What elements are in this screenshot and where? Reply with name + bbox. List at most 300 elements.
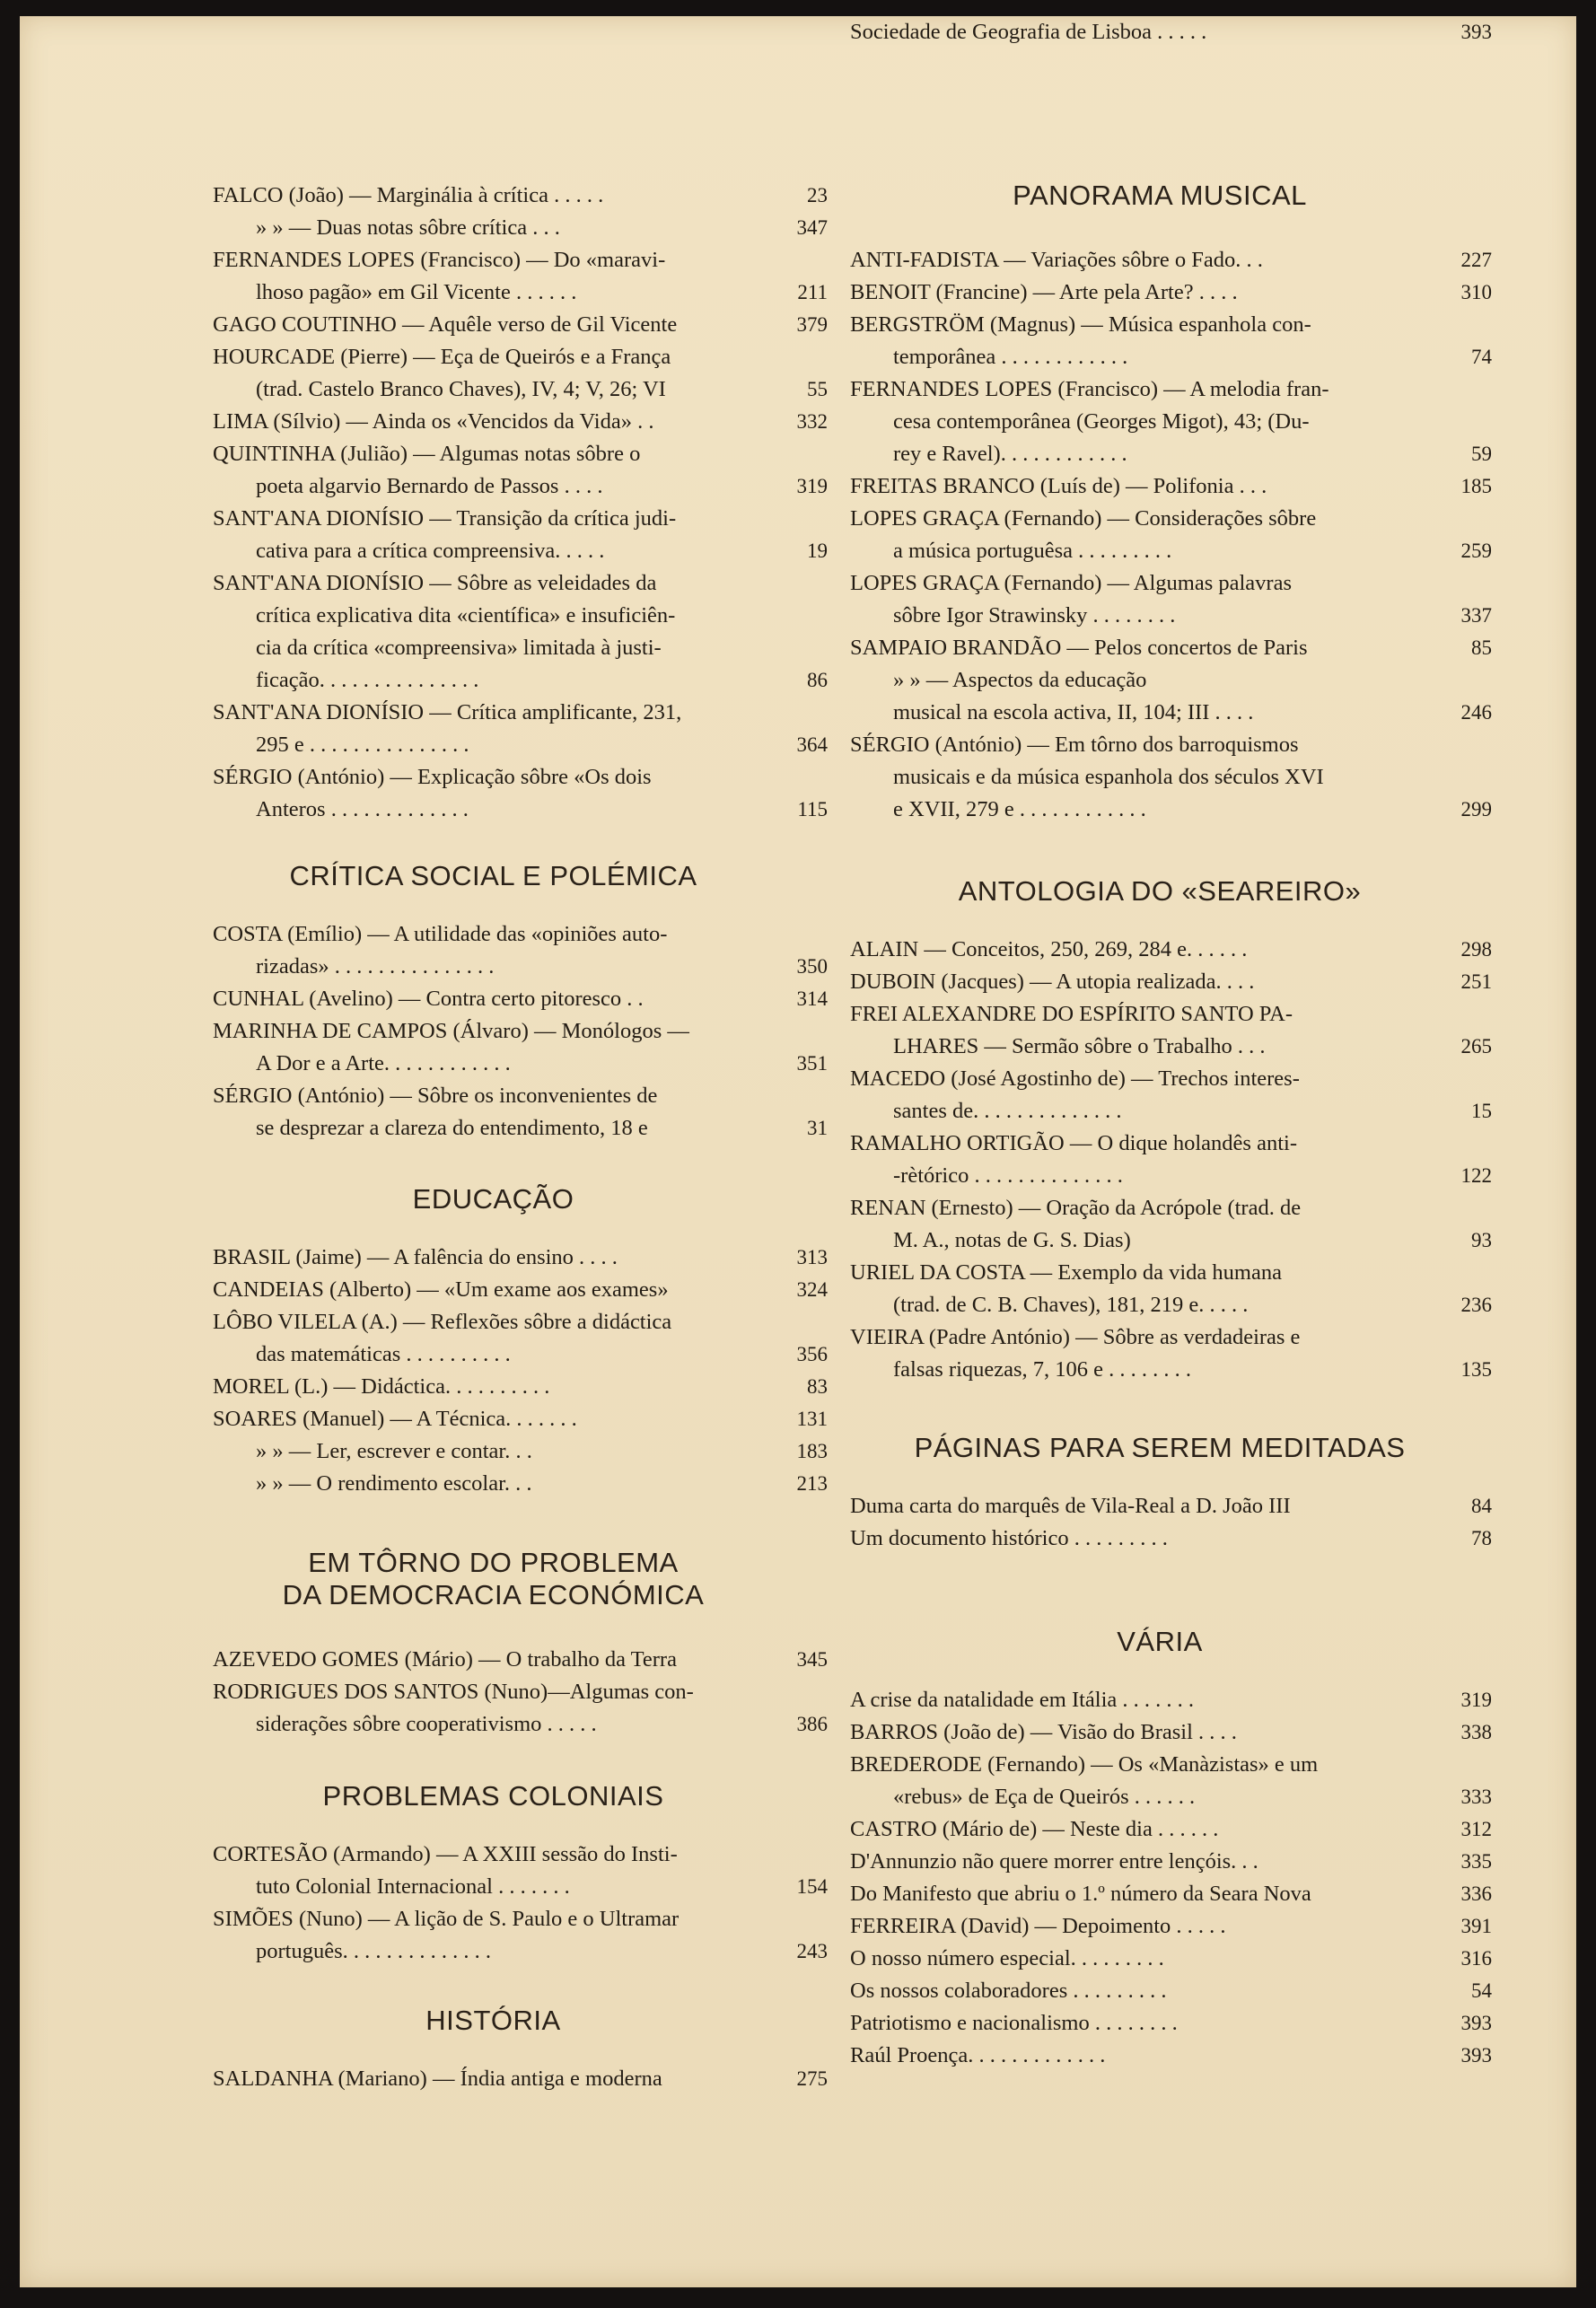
entry-line xyxy=(213,1371,828,1403)
page-number: 31 xyxy=(807,1117,828,1139)
page-number: 335 xyxy=(1460,1850,1492,1873)
entry-text: português. . . . . . . . . . . . . . xyxy=(256,1939,491,1963)
index-entry xyxy=(850,1943,1492,1975)
index-entry xyxy=(213,1435,828,1468)
entry-line xyxy=(850,406,1469,438)
index-entry xyxy=(213,309,828,341)
entry-text: A crise da natalidade em Itália . . . . . . . xyxy=(850,1688,1195,1712)
entry-text: A Dor e a Arte. . . . . . . . . . . . xyxy=(256,1051,511,1075)
page-number: 338 xyxy=(1460,1721,1492,1743)
entry-text: RAMALHO ORTIGÃO — O dique holandês anti- xyxy=(850,1131,1297,1155)
page-number: 211 xyxy=(797,281,828,303)
section-heading xyxy=(213,1780,774,1812)
entry-line xyxy=(213,2063,828,2095)
entry-text: ANTI-FADISTA — Variações sôbre o Fado. . . xyxy=(850,248,1263,272)
entry-line xyxy=(213,1903,774,1935)
entry-text: CASTRO (Mário de) — Neste dia . . . . . . xyxy=(850,1817,1219,1841)
page-number: 236 xyxy=(1460,1294,1492,1316)
index-entry xyxy=(850,632,1492,729)
page-number: 316 xyxy=(1460,1947,1492,1970)
entry-text: DUBOIN (Jacques) — A utopia realizada. . . . xyxy=(850,970,1255,994)
page-number: 185 xyxy=(1460,475,1492,497)
page-number: 74 xyxy=(1471,346,1492,368)
entry-line xyxy=(850,567,1469,600)
page-number: 319 xyxy=(796,475,828,497)
page-number: 54 xyxy=(1471,1979,1492,2002)
entry-line xyxy=(850,664,1469,697)
entry-text: O nosso número especial. . . . . . . . . xyxy=(850,1946,1164,1970)
index-entry xyxy=(213,406,828,438)
index-entry xyxy=(850,567,1492,632)
entry-line xyxy=(213,761,774,794)
entry-text: rey e Ravel). . . . . . . . . . . . xyxy=(893,442,1127,466)
entry-line xyxy=(213,1676,774,1708)
entry-line xyxy=(850,1192,1469,1224)
page-number: 337 xyxy=(1460,604,1492,627)
entry-line xyxy=(850,1523,1492,1555)
index-entry xyxy=(850,934,1492,966)
page-number: 251 xyxy=(1460,970,1492,993)
page-number: 23 xyxy=(807,184,828,206)
page-number: 115 xyxy=(797,798,828,821)
entry-line xyxy=(850,276,1492,309)
index-entry xyxy=(213,983,828,1015)
page-number: 86 xyxy=(807,669,828,691)
entry-line xyxy=(850,998,1469,1031)
page-number: 154 xyxy=(796,1875,828,1898)
entry-line xyxy=(850,1684,1492,1716)
entry-text: musicais e da música espanhola dos séculos XVI xyxy=(893,765,1324,789)
entry-line xyxy=(850,2040,1492,2072)
entry-line xyxy=(213,244,774,276)
entry-text: falsas riquezas, 7, 106 e . . . . . . . . xyxy=(893,1357,1192,1382)
entry-text: -rètórico . . . . . . . . . . . . . . xyxy=(893,1163,1123,1188)
entry-line xyxy=(850,1160,1492,1192)
page-number: 122 xyxy=(1460,1164,1492,1187)
entry-line xyxy=(213,503,774,535)
section-heading-text: CRÍTICA SOCIAL E POLÉMICA xyxy=(289,860,697,891)
entry-line xyxy=(850,761,1469,794)
index-entry xyxy=(213,1903,828,1968)
entry-text: Sociedade de Geografia de Lisboa . . . . . xyxy=(850,20,1207,44)
section-heading-text: VÁRIA xyxy=(1117,1626,1203,1657)
page-number: 336 xyxy=(1460,1882,1492,1905)
page-number: 93 xyxy=(1471,1229,1492,1251)
page-number: 312 xyxy=(1460,1818,1492,1840)
page-number: 324 xyxy=(796,1278,828,1301)
entry-text: M. A., notas de G. S. Dias) xyxy=(893,1228,1131,1252)
entry-text: MARINHA DE CAMPOS (Álvaro) — Monólogos — xyxy=(213,1019,689,1043)
entry-text: SALDANHA (Mariano) — Índia antiga e moderna xyxy=(213,2067,662,2091)
entry-text: «rebus» de Eça de Queirós . . . . . . xyxy=(893,1785,1196,1809)
entry-line xyxy=(850,1031,1492,1063)
index-entry xyxy=(850,1490,1492,1523)
index-entry xyxy=(850,373,1492,470)
entry-text: CANDEIAS (Alberto) — «Um exame aos exames» xyxy=(213,1277,669,1302)
entry-line xyxy=(850,1095,1492,1128)
entry-text: VIEIRA (Padre António) — Sôbre as verdadeiras e xyxy=(850,1325,1301,1349)
entry-line xyxy=(213,1112,828,1145)
entry-text: LOPES GRAÇA (Fernando) — Algumas palavras xyxy=(850,571,1292,595)
index-entry xyxy=(850,1192,1492,1257)
entry-text: BERGSTRÖM (Magnus) — Música espanhola con- xyxy=(850,312,1311,337)
entry-text: COSTA (Emílio) — A utilidade das «opiniões auto- xyxy=(213,922,668,946)
section-heading-text: PÁGINAS PARA SEREM MEDITADAS xyxy=(914,1432,1406,1463)
entry-text: HOURCADE (Pierre) — Eça de Queirós e a França xyxy=(213,345,671,369)
page-number: 84 xyxy=(1471,1495,1492,1517)
entry-text: QUINTINHA (Julião) — Algumas notas sôbre o xyxy=(213,442,641,466)
page-number: 259 xyxy=(1460,540,1492,562)
entry-text: FERNANDES LOPES (Francisco) — Do «maravi- xyxy=(213,248,666,272)
index-entry xyxy=(850,503,1492,567)
index-entry xyxy=(850,1257,1492,1321)
index-entry xyxy=(850,1716,1492,1749)
entry-text: SÉRGIO (António) — Sôbre os inconvenientes de xyxy=(213,1084,658,1108)
entry-text: ficação. . . . . . . . . . . . . . . xyxy=(256,668,479,692)
entry-text: FERNANDES LOPES (Francisco) — A melodia fran- xyxy=(850,377,1329,401)
entry-line xyxy=(850,535,1492,567)
entry-text: tuto Colonial Internacional . . . . . . . xyxy=(256,1874,570,1899)
page-number: 350 xyxy=(796,955,828,978)
index-entry xyxy=(850,1846,1492,1878)
page-number: 213 xyxy=(796,1472,828,1495)
index-entry xyxy=(850,276,1492,309)
entry-text: SOARES (Manuel) — A Técnica. . . . . . . xyxy=(213,1407,577,1431)
section-heading-text: ANTOLOGIA DO «SEAREIRO» xyxy=(958,875,1362,907)
index-entry xyxy=(850,1321,1492,1386)
entry-line xyxy=(213,1644,828,1676)
entry-line xyxy=(850,244,1492,276)
section-heading xyxy=(850,180,1469,212)
entry-text: cesa contemporânea (Georges Migot), 43; (Du- xyxy=(893,409,1310,434)
entry-line xyxy=(850,1354,1492,1386)
index-entry xyxy=(213,1306,828,1371)
entry-text: santes de. . . . . . . . . . . . . . xyxy=(893,1099,1122,1123)
index-entry xyxy=(850,729,1492,826)
entry-text: (trad. Castelo Branco Chaves), IV, 4; V, 26; VI xyxy=(256,377,666,401)
entry-text: SANT'ANA DIONÍSIO — Crítica amplificante, 231, xyxy=(213,700,682,724)
index-entry xyxy=(850,1910,1492,1943)
page-number: 379 xyxy=(796,313,828,336)
entry-line xyxy=(213,697,774,729)
index-entry xyxy=(213,180,828,244)
page-number: 227 xyxy=(1460,249,1492,271)
index-entry xyxy=(850,16,1492,48)
page-number: 135 xyxy=(1460,1358,1492,1381)
index-entry xyxy=(850,998,1492,1063)
index-entry xyxy=(850,2040,1492,2072)
entry-line xyxy=(213,1242,828,1274)
section-heading xyxy=(213,1547,774,1611)
entry-line xyxy=(213,794,828,826)
entry-text: (trad. de C. B. Chaves), 181, 219 e. . . . . xyxy=(893,1293,1249,1317)
entry-text: FREI ALEXANDRE DO ESPÍRITO SANTO PA- xyxy=(850,1002,1293,1026)
page-number: 85 xyxy=(1471,636,1492,659)
entry-text: GAGO COUTINHO — Aquêle verso de Gil Vicente xyxy=(213,312,678,337)
entry-line xyxy=(850,1749,1469,1781)
entry-line xyxy=(850,1257,1469,1289)
entry-text: Duma carta do marquês de Vila-Real a D. João III xyxy=(850,1494,1291,1518)
entry-text: se desprezar a clareza do entendimento, 18 e xyxy=(256,1116,648,1140)
entry-text: 295 e . . . . . . . . . . . . . . . xyxy=(256,733,469,757)
page-number: 19 xyxy=(807,540,828,562)
entry-line xyxy=(850,632,1492,664)
page-number: 243 xyxy=(796,1940,828,1962)
index-entry xyxy=(213,1371,828,1403)
entry-text: crítica explicativa dita «científica» e insuficiên- xyxy=(256,603,676,627)
index-entry xyxy=(850,470,1492,503)
page-number: 393 xyxy=(1460,21,1492,43)
entry-text: LHARES — Sermão sôbre o Trabalho . . . xyxy=(893,1034,1266,1058)
entry-text: SÉRGIO (António) — Em tôrno dos barroquismos xyxy=(850,733,1299,757)
entry-line xyxy=(850,1128,1469,1160)
index-entry xyxy=(850,1813,1492,1846)
entry-line xyxy=(850,1490,1492,1523)
entry-line xyxy=(213,567,774,600)
page-number: 393 xyxy=(1460,2012,1492,2034)
entry-line xyxy=(213,373,828,406)
entry-line xyxy=(850,470,1492,503)
entry-line xyxy=(213,180,828,212)
index-entry xyxy=(213,1080,828,1145)
index-entry xyxy=(213,1242,828,1274)
section-heading xyxy=(213,1183,774,1215)
section-heading-text: HISTÓRIA xyxy=(425,2005,561,2036)
page-number: 364 xyxy=(796,733,828,756)
index-entry xyxy=(850,1128,1492,1192)
entry-line xyxy=(850,438,1492,470)
page-number: 319 xyxy=(1460,1689,1492,1711)
index-entry xyxy=(850,2007,1492,2040)
index-entry xyxy=(213,1403,828,1435)
entry-text: SIMÕES (Nuno) — A lição de S. Paulo e o Ultramar xyxy=(213,1907,680,1931)
entry-line xyxy=(850,966,1492,998)
entry-text: Anteros . . . . . . . . . . . . . xyxy=(256,797,469,821)
entry-line xyxy=(213,1708,828,1741)
page-number: 333 xyxy=(1460,1786,1492,1808)
entry-text: LOPES GRAÇA (Fernando) — Considerações sôbre xyxy=(850,506,1317,531)
index-entry xyxy=(213,697,828,761)
entry-text: Os nossos colaboradores . . . . . . . . . xyxy=(850,1979,1167,2003)
entry-line xyxy=(850,1781,1492,1813)
page-number: 299 xyxy=(1460,798,1492,821)
index-entry xyxy=(213,2063,828,2095)
entry-line xyxy=(213,212,828,244)
page-number: 347 xyxy=(796,216,828,239)
entry-text: das matemáticas . . . . . . . . . . xyxy=(256,1342,511,1366)
index-entry xyxy=(213,503,828,567)
entry-text: D'Annunzio não quere morrer entre lençóis. . . xyxy=(850,1849,1258,1874)
page-number: 183 xyxy=(796,1440,828,1462)
entry-line xyxy=(213,951,828,983)
index-entry xyxy=(213,244,828,309)
entry-line xyxy=(213,309,828,341)
entry-line xyxy=(850,1716,1492,1749)
entry-text: AZEVEDO GOMES (Mário) — O trabalho da Terra xyxy=(213,1647,677,1672)
section-heading-text: EM TÔRNO DO PROBLEMA xyxy=(308,1547,679,1578)
entry-text: » » — Aspectos da educação xyxy=(893,668,1147,692)
section-heading-text: EDUCAÇÃO xyxy=(412,1183,574,1215)
index-entry xyxy=(213,1274,828,1306)
index-entry xyxy=(213,918,828,983)
section-heading-text: PROBLEMAS COLONIAIS xyxy=(322,1780,664,1812)
index-entry xyxy=(850,244,1492,276)
entry-text: MACEDO (José Agostinho de) — Trechos interes- xyxy=(850,1066,1300,1091)
page-number: 391 xyxy=(1460,1915,1492,1937)
entry-line xyxy=(213,664,828,697)
index-entry xyxy=(850,1878,1492,1910)
entry-line xyxy=(850,1063,1469,1095)
entry-line xyxy=(213,729,828,761)
entry-text: Um documento histórico . . . . . . . . . xyxy=(850,1526,1168,1550)
entry-line xyxy=(213,406,828,438)
entry-line xyxy=(213,1871,828,1903)
entry-line xyxy=(213,983,828,1015)
document-page xyxy=(20,16,1576,2287)
entry-text: FALCO (João) — Marginália à crítica . . . . . xyxy=(213,183,604,207)
entry-line xyxy=(850,794,1492,826)
section-heading-text: DA DEMOCRACIA ECONÓMICA xyxy=(282,1579,705,1610)
entry-text: BENOIT (Francine) — Arte pela Arte? . . . . xyxy=(850,280,1238,304)
page-number: 351 xyxy=(796,1052,828,1075)
entry-line xyxy=(850,1224,1492,1257)
entry-line xyxy=(213,1935,828,1968)
page-number: 386 xyxy=(796,1713,828,1735)
entry-line xyxy=(850,934,1492,966)
section-heading-text: PANORAMA MUSICAL xyxy=(1013,180,1307,211)
page-number: 59 xyxy=(1471,443,1492,465)
entry-text: siderações sôbre cooperativismo . . . . . xyxy=(256,1712,597,1736)
entry-text: BRASIL (Jaime) — A falência do ensino . . . . xyxy=(213,1245,618,1269)
entry-line xyxy=(850,341,1492,373)
page-number: 314 xyxy=(796,987,828,1010)
entry-line xyxy=(850,1846,1492,1878)
entry-text: rizadas» . . . . . . . . . . . . . . . xyxy=(256,954,495,978)
section-heading xyxy=(850,875,1469,908)
entry-line xyxy=(850,600,1492,632)
entry-text: lhoso pagão» em Gil Vicente . . . . . . xyxy=(256,280,577,304)
entry-text: Raúl Proença. . . . . . . . . . . . . xyxy=(850,2043,1106,2067)
entry-line xyxy=(850,1321,1469,1354)
entry-text: FREITAS BRANCO (Luís de) — Polifonia . . . xyxy=(850,474,1267,498)
entry-line xyxy=(213,341,774,373)
index-entry xyxy=(850,1749,1492,1813)
index-entry xyxy=(213,1676,828,1741)
section-heading xyxy=(213,2005,774,2037)
section-heading xyxy=(850,1432,1469,1464)
entry-text: MOREL (L.) — Didáctica. . . . . . . . . . xyxy=(213,1374,550,1399)
entry-text: SANT'ANA DIONÍSIO — Transição da crítica judi- xyxy=(213,506,677,531)
entry-line xyxy=(850,1943,1492,1975)
entry-text: » » — O rendimento escolar. . . xyxy=(256,1471,532,1496)
index-entry xyxy=(213,761,828,826)
entry-line xyxy=(213,1403,828,1435)
entry-text: Do Manifesto que abriu o 1.º número da Seara Nova xyxy=(850,1882,1311,1906)
entry-line xyxy=(213,1048,828,1080)
entry-text: Patriotismo e nacionalismo . . . . . . . . xyxy=(850,2011,1178,2035)
index-entry xyxy=(213,1468,828,1500)
entry-text: » » — Duas notas sôbre crítica . . . xyxy=(256,215,560,240)
entry-line xyxy=(850,1289,1492,1321)
page-number: 246 xyxy=(1460,701,1492,724)
entry-text: FERREIRA (David) — Depoimento . . . . . xyxy=(850,1914,1226,1938)
page-number: 356 xyxy=(796,1343,828,1365)
entry-text: cativa para a crítica compreensiva. . . . . xyxy=(256,539,605,563)
entry-line xyxy=(213,470,828,503)
entry-line xyxy=(850,729,1469,761)
entry-line xyxy=(213,535,828,567)
index-entry xyxy=(850,309,1492,373)
entry-text: CORTESÃO (Armando) — A XXIII sessão do Insti- xyxy=(213,1842,678,1866)
entry-line xyxy=(213,1839,774,1871)
entry-text: e XVII, 279 e . . . . . . . . . . . . xyxy=(893,797,1146,821)
entry-line xyxy=(213,632,774,664)
entry-line xyxy=(213,1468,828,1500)
index-entry xyxy=(213,438,828,503)
entry-text: SÉRGIO (António) — Explicação sôbre «Os dois xyxy=(213,765,652,789)
entry-text: RENAN (Ernesto) — Oração da Acrópole (trad. de xyxy=(850,1196,1302,1220)
page-number: 83 xyxy=(807,1375,828,1398)
entry-line xyxy=(850,2007,1492,2040)
entry-line xyxy=(850,697,1492,729)
entry-line xyxy=(850,1910,1492,1943)
page-number: 310 xyxy=(1460,281,1492,303)
entry-text: BREDERODE (Fernando) — Os «Manàzistas» e um xyxy=(850,1752,1319,1777)
entry-line xyxy=(213,1015,774,1048)
entry-text: » » — Ler, escrever e contar. . . xyxy=(256,1439,532,1463)
entry-line xyxy=(213,1080,774,1112)
page-number: 131 xyxy=(796,1408,828,1430)
entry-line xyxy=(213,918,774,951)
entry-text: CUNHAL (Avelino) — Contra certo pitoresco . . xyxy=(213,987,644,1011)
entry-text: SAMPAIO BRANDÃO — Pelos concertos de Paris xyxy=(850,636,1308,660)
index-entry xyxy=(213,567,828,697)
entry-line xyxy=(850,309,1469,341)
entry-text: sôbre Igor Strawinsky . . . . . . . . xyxy=(893,603,1176,627)
page-number: 78 xyxy=(1471,1527,1492,1549)
entry-text: BARROS (João de) — Visão do Brasil . . . . xyxy=(850,1720,1237,1744)
index-entry xyxy=(213,1644,828,1676)
entry-text: RODRIGUES DOS SANTOS (Nuno)—Algumas con- xyxy=(213,1680,694,1704)
entry-text: URIEL DA COSTA — Exemplo da vida humana xyxy=(850,1260,1282,1285)
entry-text: LIMA (Sílvio) — Ainda os «Vencidos da Vida» . . xyxy=(213,409,654,434)
entry-line xyxy=(850,1975,1492,2007)
index-entry xyxy=(850,966,1492,998)
page-number: 393 xyxy=(1460,2044,1492,2067)
section-heading xyxy=(213,860,774,892)
entry-text: a música portuguêsa . . . . . . . . . xyxy=(893,539,1172,563)
page-number: 313 xyxy=(796,1246,828,1268)
index-entry xyxy=(850,1523,1492,1555)
entry-text: SANT'ANA DIONÍSIO — Sôbre as veleidades da xyxy=(213,571,657,595)
index-entry xyxy=(213,1839,828,1903)
page-number: 332 xyxy=(796,410,828,433)
entry-line xyxy=(213,276,828,309)
page-number: 265 xyxy=(1460,1035,1492,1057)
section-heading xyxy=(850,1626,1469,1658)
page-number: 275 xyxy=(796,2067,828,2090)
entry-line xyxy=(850,1878,1492,1910)
entry-line xyxy=(213,438,774,470)
page-number: 15 xyxy=(1471,1100,1492,1122)
index-entry xyxy=(213,1015,828,1080)
entry-line xyxy=(213,1435,828,1468)
entry-line xyxy=(850,16,1492,48)
entry-text: cia da crítica «compreensiva» limitada à justi- xyxy=(256,636,662,660)
entry-line xyxy=(850,1813,1492,1846)
entry-line xyxy=(213,600,774,632)
page-number: 345 xyxy=(796,1648,828,1671)
